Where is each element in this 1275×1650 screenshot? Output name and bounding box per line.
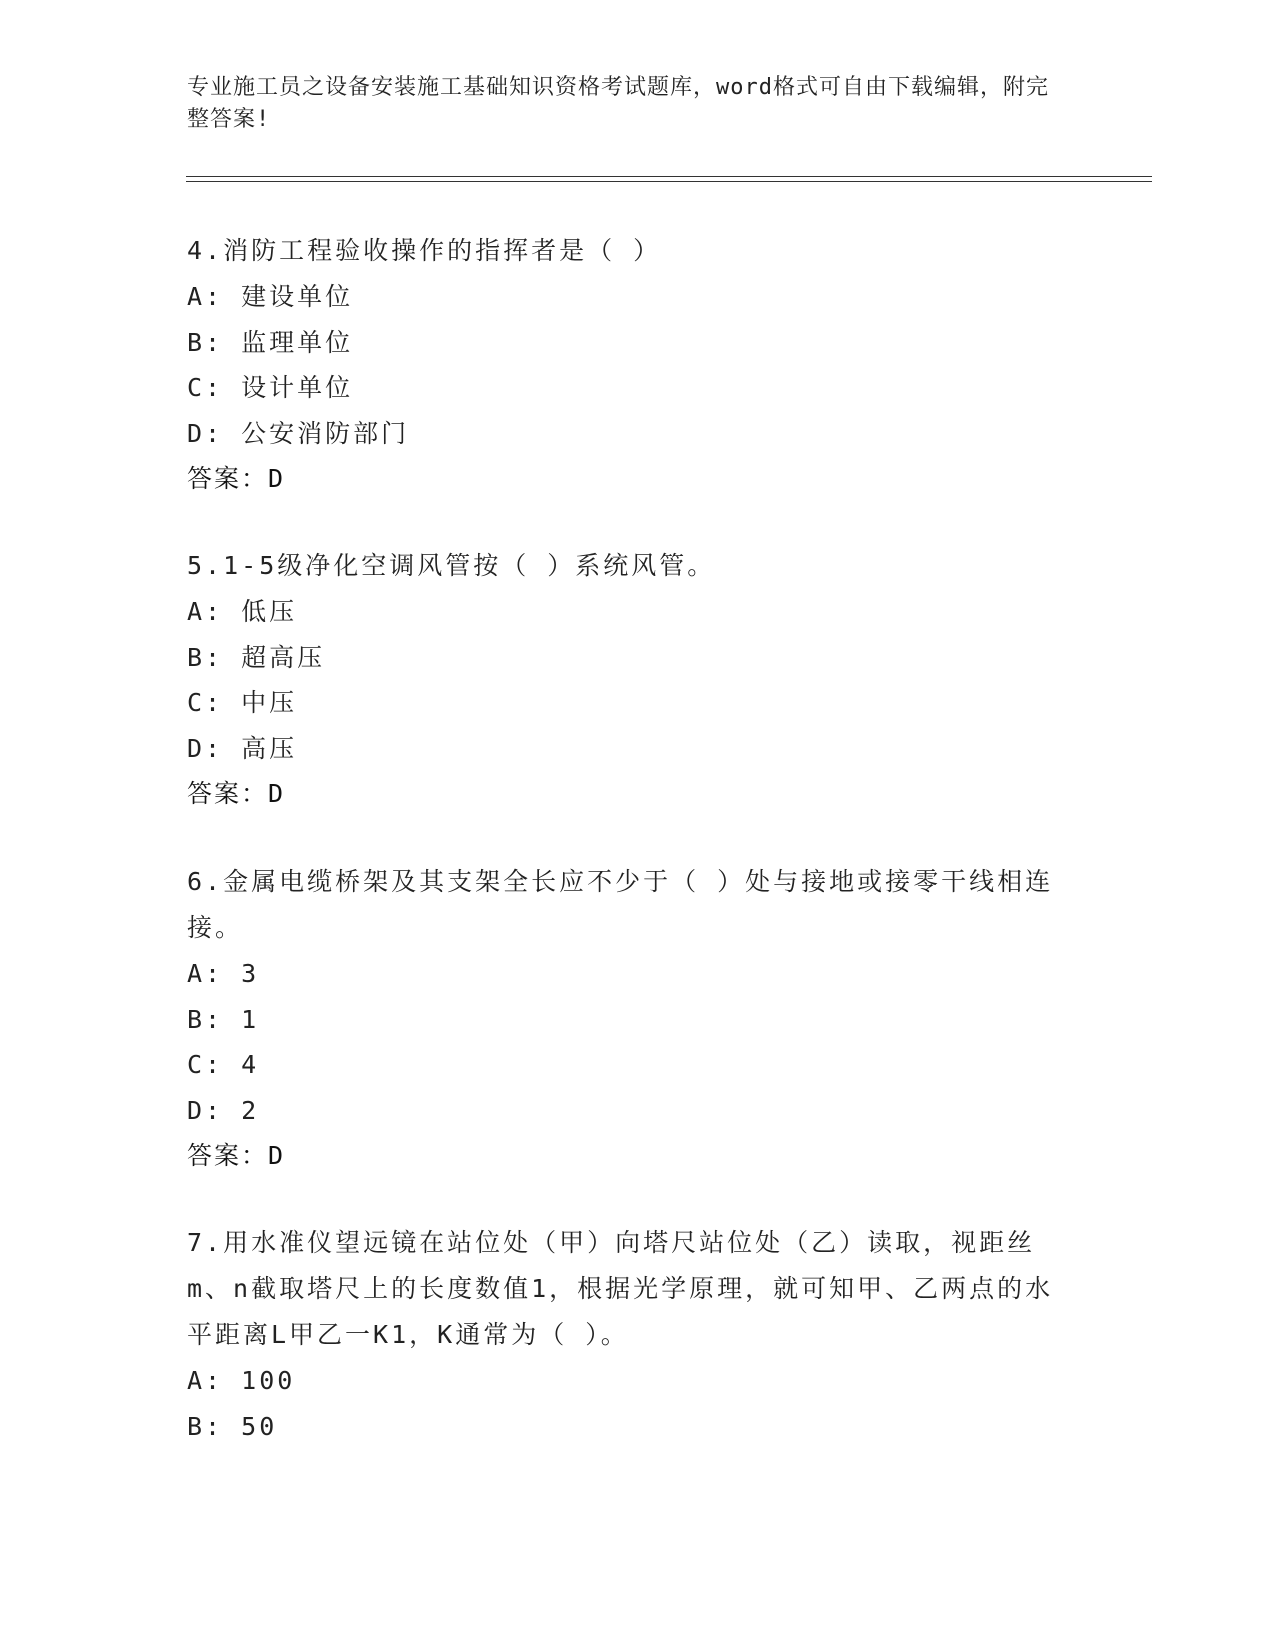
question-4 bbox=[187, 228, 1077, 502]
question-stem: 5.1-5级净化空调风管按（ ）系统风管。 bbox=[187, 551, 716, 580]
option-d: D: 公安消防部门 bbox=[187, 418, 410, 448]
option-a: A: 100 bbox=[187, 1366, 296, 1395]
option-d: D: 高压 bbox=[187, 733, 298, 763]
option-b: B: 超高压 bbox=[187, 642, 326, 672]
question-stem: 6.金属电缆桥架及其支架全长应不少于（ ）处与接地或接零干线相连接。 bbox=[187, 867, 1054, 942]
option-a: A: 3 bbox=[187, 959, 260, 988]
document-header: 专业施工员之设备安装施工基础知识资格考试题库，word格式可自由下载编辑，附完整答案! bbox=[187, 75, 1049, 132]
answer-label: 答案： bbox=[187, 1141, 269, 1170]
header-divider-top bbox=[186, 176, 1152, 177]
header-divider-bottom bbox=[186, 181, 1152, 182]
option-b: B: 监理单位 bbox=[187, 327, 354, 357]
option-b: B: 1 bbox=[187, 1004, 260, 1034]
question-7 bbox=[187, 1220, 1077, 1449]
question-stem: 7.用水准仪望远镜在站位处（甲）向塔尺站位处（乙）读取，视距丝m、n截取塔尺上的长度数值1，根据光学原理，就可知甲、乙两点的水平距离L甲乙一K1，K通常为（ ）。 bbox=[187, 1228, 1054, 1349]
answer-line bbox=[187, 456, 1077, 502]
option-c: C: 设计单位 bbox=[187, 373, 354, 402]
question-stem: 4.消防工程验收操作的指挥者是（ ） bbox=[187, 236, 662, 265]
question-6 bbox=[187, 859, 1077, 1179]
answer-label: 答案： bbox=[187, 464, 269, 493]
answer-label: 答案： bbox=[187, 779, 269, 808]
answer-line bbox=[187, 1133, 1077, 1179]
answer-value: D bbox=[268, 464, 286, 493]
answer-value: D bbox=[268, 1141, 286, 1170]
option-d: D: 2 bbox=[187, 1095, 260, 1125]
question-5 bbox=[187, 543, 1077, 817]
answer-line bbox=[187, 771, 1077, 817]
option-a: A: 建设单位 bbox=[187, 282, 354, 311]
option-c: C: 4 bbox=[187, 1050, 260, 1079]
answer-value: D bbox=[268, 779, 286, 808]
option-b: B: 50 bbox=[187, 1411, 278, 1441]
option-c: C: 中压 bbox=[187, 688, 298, 717]
option-a: A: 低压 bbox=[187, 597, 298, 626]
